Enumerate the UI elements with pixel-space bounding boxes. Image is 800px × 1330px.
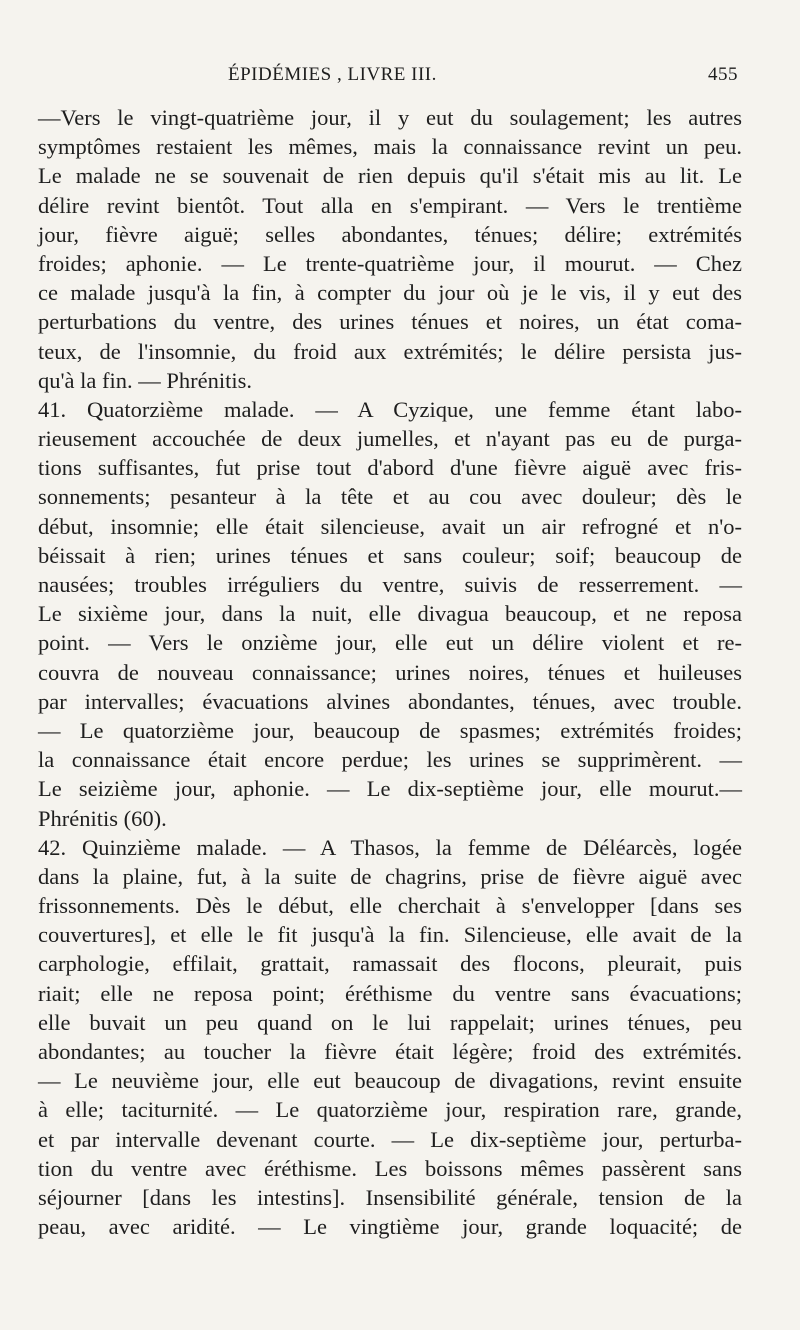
page-number: 455 — [708, 64, 738, 85]
text-line: 42. Quinzième malade. — A Thasos, la femme de Déléarcès, logée — [38, 834, 742, 860]
text-line: ce malade jusqu'à la fin, à compter du jour où je le vis, il y eut des — [38, 280, 742, 306]
body-text — [38, 103, 742, 1241]
text-line: Le malade ne se souvenait de rien depuis qu'il s'était mis au lit. Le — [38, 163, 742, 189]
text-line: séjourner [dans les intestins]. Insensibilité générale, tension de la — [38, 1184, 742, 1210]
text-line: symptômes restaient les mêmes, mais la connaissance revint un peu. — [38, 134, 742, 160]
text-line: abondantes; au toucher la fièvre était légère; froid des extrémités. — [38, 1039, 742, 1064]
text-line: tions suffisantes, fut prise tout d'abord d'une fièvre aiguë avec fris- — [38, 455, 742, 481]
text-line: — Le quatorzième jour, beaucoup de spasmes; extrémités froides; — [38, 717, 742, 743]
text-line: frissonnements. Dès le début, elle cherchait à s'envelopper [dans ses — [38, 893, 742, 919]
text-line: rieusement accouchée de deux jumelles, et n'ayant pas eu de purga- — [38, 426, 742, 452]
text-line: délire revint bientôt. Tout alla en s'empirant. — Vers le trentième — [38, 192, 742, 218]
text-line: teux, de l'insomnie, du froid aux extrémités; le délire persista jus- — [38, 338, 742, 364]
text-line: et par intervalle devenant courte. — Le dix-septième jour, perturba- — [38, 1126, 742, 1152]
text-line: elle buvait un peu quand on le lui rappelait; urines ténues, peu — [38, 1009, 742, 1035]
text-line: nausées; troubles irréguliers du ventre, suivis de resserrement. — — [38, 572, 742, 597]
text-line: tion du ventre avec éréthisme. Les boissons mêmes passèrent sans — [38, 1155, 742, 1181]
text-line: peau, avec aridité. — Le vingtième jour, grande loquacité; de — [38, 1214, 742, 1240]
text-line: point. — Vers le onzième jour, elle eut un délire violent et re- — [38, 630, 742, 656]
text-line: début, insomnie; elle était silencieuse, avait un air refrogné et n'o- — [38, 513, 742, 539]
text-line: carphologie, effilait, grattait, ramassait des flocons, pleurait, puis — [38, 951, 742, 977]
text-line: 41. Quatorzième malade. — A Cyzique, une femme étant labo- — [38, 396, 742, 422]
text-line: froides; aphonie. — Le trente-quatrième jour, il mourut. — Chez — [38, 250, 742, 276]
text-line: — Le neuvième jour, elle eut beaucoup de divagations, revint ensuite — [38, 1068, 742, 1094]
text-line: sonnements; pesanteur à la tête et au cou avec douleur; dès le — [38, 484, 742, 510]
text-line: qu'à la fin. — Phrénitis. — [38, 367, 253, 393]
text-line: béissait à rien; urines ténues et sans couleur; soif; beaucoup de — [38, 542, 742, 568]
text-line: —Vers le vingt-quatrième jour, il y eut du soulagement; les autres — [38, 105, 742, 130]
text-line: couvertures], et elle le fit jusqu'à la fin. Silencieuse, elle avait de la — [38, 922, 742, 948]
text-line: Le seizième jour, aphonie. — Le dix-septième jour, elle mourut.— — [38, 776, 742, 802]
text-line: Phrénitis (60). — [38, 805, 167, 831]
text-line: la connaissance était encore perdue; les urines se supprimèrent. — — [38, 747, 742, 773]
text-line: jour, fièvre aiguë; selles abondantes, ténues; délire; extrémités — [38, 221, 742, 247]
text-line: dans la plaine, fut, à la suite de chagrins, prise de fièvre aiguë avec — [38, 863, 742, 889]
running-header — [38, 64, 738, 94]
text-line: à elle; taciturnité. — Le quatorzième jour, respiration rare, grande, — [38, 1097, 742, 1123]
text-line: Le sixième jour, dans la nuit, elle divagua beaucoup, et ne reposa — [38, 601, 742, 627]
text-line: par intervalles; évacuations alvines abondantes, ténues, avec trouble. — [38, 688, 742, 714]
running-title: ÉPIDÉMIES , LIVRE III. — [228, 64, 437, 85]
text-line: riait; elle ne reposa point; éréthisme du ventre sans évacuations; — [38, 980, 742, 1006]
text-line: perturbations du ventre, des urines ténues et noires, un état coma- — [38, 309, 742, 335]
text-line: couvra de nouveau connaissance; urines noires, ténues et huileuses — [38, 659, 742, 685]
